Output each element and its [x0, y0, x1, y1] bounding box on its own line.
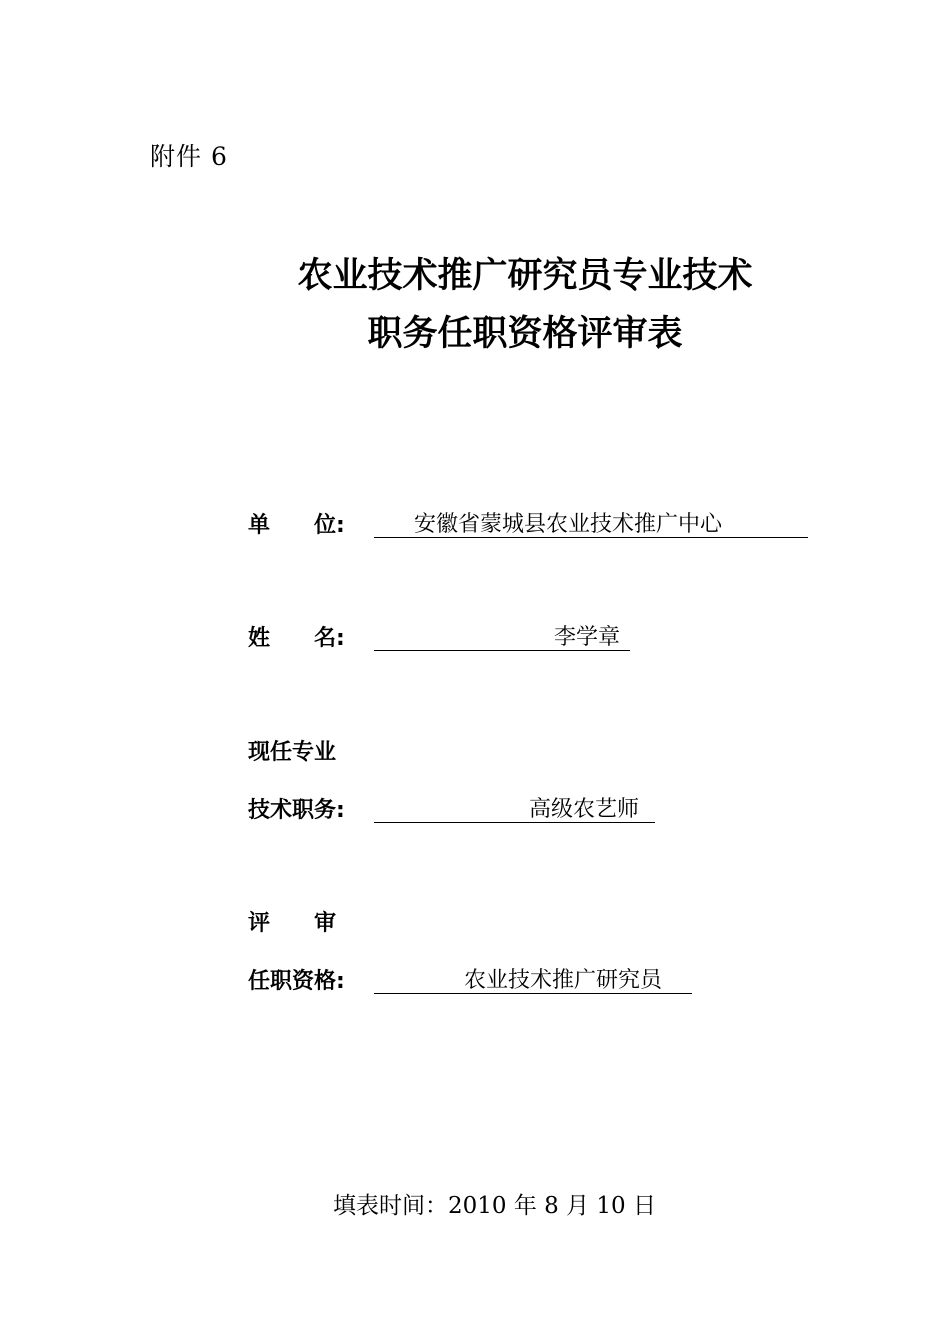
unit-label: 单 位: [248, 513, 345, 538]
current-position-label-line-1: 现任专业 [248, 740, 337, 765]
name-value: 李学章 [554, 625, 621, 650]
review-qualification-label-line-1: 评 审 [248, 911, 337, 936]
form-title-line-2: 职务任职资格评审表 [367, 314, 683, 354]
current-position-field [374, 792, 655, 823]
current-position-value: 高级农艺师 [529, 797, 640, 822]
name-field [374, 620, 630, 651]
unit-field [374, 507, 808, 538]
fill-date: 填表时间：2010 年 8 月 10 日 [333, 1193, 656, 1219]
review-qualification-field [374, 963, 692, 994]
current-position-label-line-2: 技术职务: [248, 798, 345, 823]
attachment-label: 附件 6 [150, 142, 228, 171]
unit-value: 安徽省蒙城县农业技术推广中心 [414, 512, 723, 537]
review-qualification-value: 农业技术推广研究员 [464, 968, 663, 993]
name-label: 姓 名: [248, 626, 345, 651]
review-qualification-label-line-2: 任职资格: [248, 969, 345, 994]
form-title-line-1: 农业技术推广研究员专业技术 [297, 256, 753, 296]
